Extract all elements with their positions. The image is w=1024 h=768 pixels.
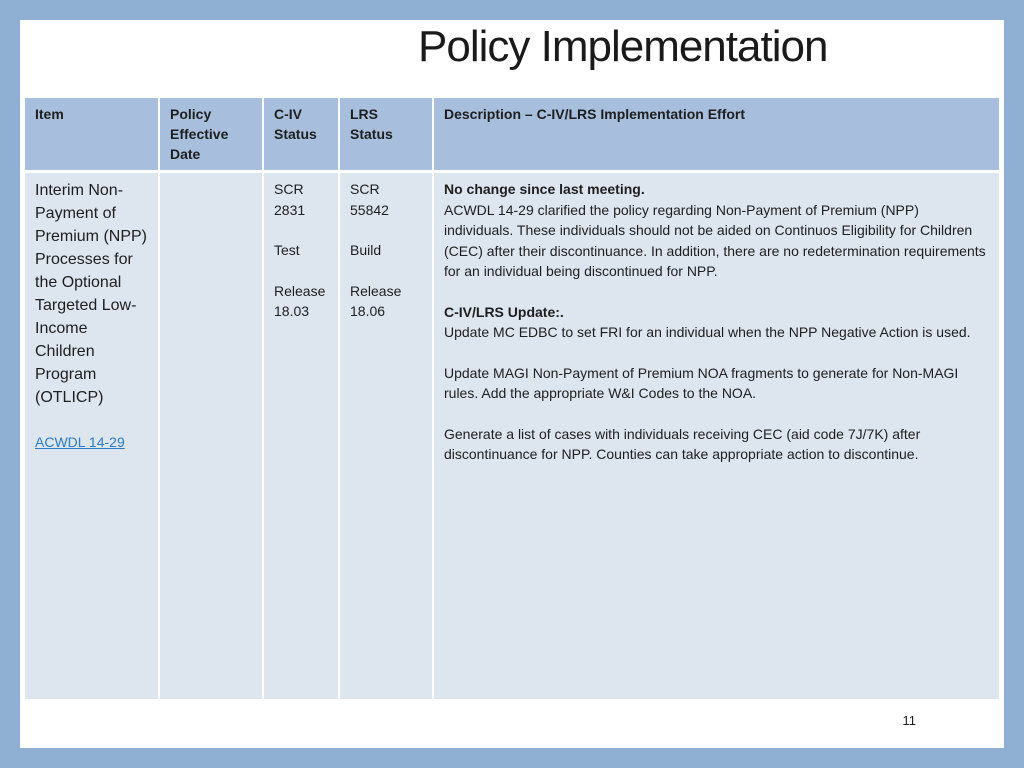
description-cell: [434, 173, 999, 699]
description-update-noa: Update MAGI Non-Payment of Premium NOA fragments to generate for Non-MAGI rules. Add the appropriate W&I Codes to the NOA.: [444, 364, 959, 401]
policy-date-cell: [160, 173, 264, 699]
policy-table: [25, 98, 999, 699]
civ-status-cell: [264, 173, 340, 699]
item-cell: [25, 173, 160, 699]
acwdl-link[interactable]: ACWDL 14-29: [35, 434, 125, 450]
lrs-scr: SCR 55842: [350, 181, 389, 218]
lrs-phase: Build: [350, 242, 382, 258]
header-item: Item: [25, 98, 160, 173]
header-description: Description – C-IV/LRS Implementation Effort: [434, 98, 999, 173]
description-update-edbc: Update MC EDBC to set FRI for an individual when the NPP Negative Action is used.: [444, 324, 971, 340]
item-text: Interim Non-Payment of Premium (NPP) Processes for the Optional Targeted Low-Income Children Program (OTLICP): [35, 182, 148, 406]
description-heading-status: No change since last meeting.: [444, 181, 645, 197]
civ-phase: Test: [274, 242, 300, 258]
page-number: 11: [902, 713, 916, 728]
lrs-release: Release 18.06: [350, 282, 402, 319]
header-lrs-status: LRS Status: [340, 98, 434, 173]
description-heading-update: C-IV/LRS Update:.: [444, 303, 564, 320]
header-civ-status: C-IV Status: [264, 98, 340, 173]
lrs-status-cell: [340, 173, 434, 699]
description-update-list: Generate a list of cases with individuals receiving CEC (aid code 7J/7K) after discontinuance for NPP. Counties can take appropriate action to discontinue.: [444, 425, 921, 462]
slide: [20, 20, 1004, 748]
civ-release: Release 18.03: [274, 282, 326, 319]
civ-scr: SCR 2831: [274, 181, 306, 218]
header-policy-date: Policy Effective Date: [160, 98, 264, 173]
description-policy-summary: ACWDL 14-29 clarified the policy regarding Non-Payment of Premium (NPP) individuals. These individuals should not be aided on Continuos Eligibility for Children (CEC) after their discontinuance. In addition, there are no redetermination requirements for an individual being discontinued for NPP.: [444, 201, 986, 279]
table-row: [25, 173, 999, 699]
table-header-row: [25, 98, 999, 173]
page-title: Policy Implementation: [418, 22, 828, 71]
